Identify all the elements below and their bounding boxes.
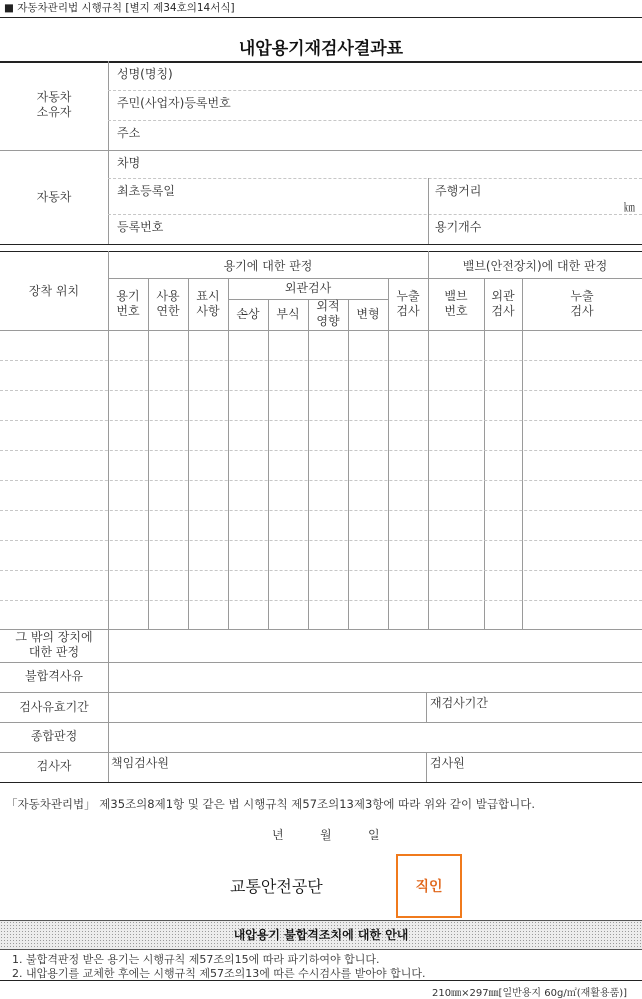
notice-item-2: 2. 내압용기를 교체한 후에는 시행규칙 제57조의13에 따른 수시검사를 받아야 합니다. xyxy=(12,967,426,980)
vehicle-row-divider xyxy=(108,178,642,179)
table-row-line xyxy=(0,510,642,511)
summary-col-line xyxy=(426,692,427,722)
page-title: 내압용기재검사결과표 xyxy=(238,39,404,59)
fail-reason-label: 불합격사유 xyxy=(25,669,83,683)
inspector-label: 검사자 xyxy=(36,759,72,773)
usage-years-header: 사용 연한 xyxy=(156,289,180,318)
vehicle-section-label: 자동차 xyxy=(36,190,72,204)
date-year: 년 xyxy=(272,828,284,842)
mount-position-header: 장착 위치 xyxy=(28,284,80,298)
summary-row-line xyxy=(0,722,642,723)
car-name-label: 차명 xyxy=(117,156,141,170)
table-col-line xyxy=(308,299,309,629)
summary-row-line xyxy=(0,752,642,753)
valve-number-header: 밸브 번호 xyxy=(444,289,468,318)
owner-section-bottom xyxy=(0,150,642,151)
owner-address-label: 주소 xyxy=(117,126,141,140)
inspector-staff-label: 검사원 xyxy=(430,756,465,770)
marking-header: 표시 사항 xyxy=(196,289,220,318)
notice-title-band xyxy=(0,920,642,950)
table-row-line xyxy=(0,600,642,601)
leak-test-header: 누출 검사 xyxy=(396,289,420,318)
chief-inspector-label: 책임검사원 xyxy=(111,756,169,770)
issuance-statement: 「자동차관리법」 제35조의8제1항 및 같은 법 시행규칙 제57조의13제3항에 따라 위와 같이 발급합니다. xyxy=(6,797,535,811)
table-col-line xyxy=(348,299,349,629)
deformation-header: 변형 xyxy=(356,307,380,321)
cylinder-number-header: 용기 번호 xyxy=(116,289,140,318)
mileage-label: 주행거리 xyxy=(435,184,482,198)
table-top-border xyxy=(0,61,642,63)
table-header-bottom xyxy=(0,330,642,331)
official-seal: 직인 xyxy=(415,879,443,895)
table-row-line xyxy=(0,390,642,391)
summary-row-line xyxy=(0,692,642,693)
date-month: 월 xyxy=(320,828,332,842)
owner-row-divider xyxy=(108,120,642,121)
owner-name-label: 성명(명칭) xyxy=(117,67,173,81)
table-bottom-border xyxy=(0,782,642,783)
visual-inspection-header: 외관검사 xyxy=(284,281,332,295)
section-separator xyxy=(0,251,642,252)
external-impact-header: 외적 영향 xyxy=(316,299,340,328)
date-day: 일 xyxy=(368,828,380,842)
first-registration-label: 최초등록일 xyxy=(117,184,175,198)
vehicle-row-divider xyxy=(108,214,642,215)
damage-header: 손상 xyxy=(236,307,260,321)
owner-row-divider xyxy=(108,90,642,91)
owner-vehicle-divider xyxy=(108,61,109,244)
owner-section-label: 자동차 소유자 xyxy=(36,90,72,119)
cylinder-count-label: 용기개수 xyxy=(435,220,482,234)
table-row-line xyxy=(0,360,642,361)
table-row-line xyxy=(0,540,642,541)
summary-col-line xyxy=(426,752,427,782)
issuer-name: 교통안전공단 xyxy=(230,877,323,896)
valve-group-header: 밸브(안전장치)에 대한 판정 xyxy=(462,259,608,273)
table-row-line xyxy=(0,480,642,481)
table-row-line xyxy=(0,450,642,451)
overall-judgment-label: 종합판정 xyxy=(30,729,78,743)
registration-number-label: 등록번호 xyxy=(117,220,164,234)
notice-bottom-rule xyxy=(0,980,642,981)
paper-size-footer: 210㎜×297㎜[일반용지 60g/㎡(재활용품)] xyxy=(432,988,628,999)
notice-title: 내압용기 불합격조치에 대한 안내 xyxy=(233,928,409,942)
corrosion-header: 부식 xyxy=(276,307,300,321)
top-rule xyxy=(0,17,642,18)
validity-period-label: 검사유효기간 xyxy=(19,700,89,714)
cylinder-group-header: 용기에 대한 판정 xyxy=(223,259,313,273)
reinspection-period-label: 재검사기간 xyxy=(430,696,488,710)
valve-leak-header: 누출 검사 xyxy=(570,289,594,318)
valve-visual-header: 외관 검사 xyxy=(491,289,515,318)
vehicle-col-divider xyxy=(428,178,429,244)
owner-id-label: 주민(사업자)등록번호 xyxy=(117,96,231,110)
other-device-label: 그 밖의 장치에 대한 판정 xyxy=(15,630,93,659)
table-row-line xyxy=(0,420,642,421)
summary-row-line xyxy=(0,662,642,663)
table-col-line xyxy=(268,299,269,629)
section-separator xyxy=(0,244,642,245)
table-row-line xyxy=(0,570,642,571)
table-col-line xyxy=(428,251,429,629)
notice-item-1: 1. 불합격판정 받은 용기는 시행규칙 제57조의15에 따라 파기하여야 합니다. xyxy=(12,953,380,966)
form-reference-note: ■ 자동차관리법 시행규칙 [별지 제34호의14서식] xyxy=(4,2,235,14)
mileage-unit: ㎞ xyxy=(624,201,635,214)
